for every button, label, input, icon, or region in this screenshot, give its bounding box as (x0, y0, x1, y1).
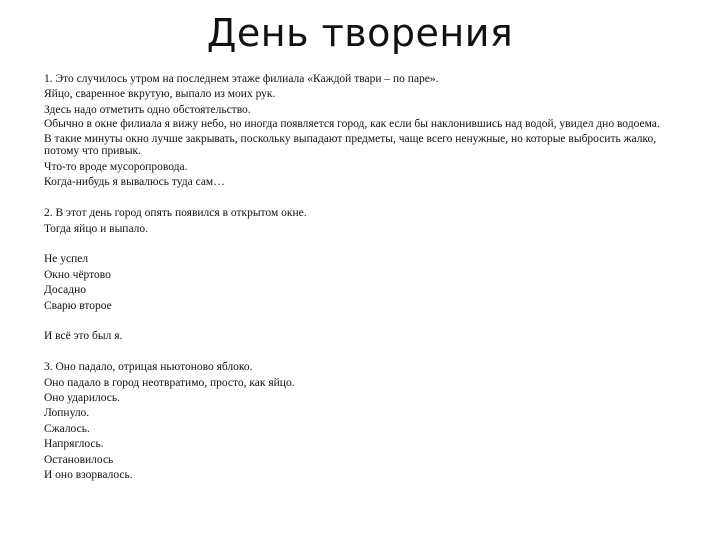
slide-title: День творения (206, 11, 514, 55)
text-line: 1. Это случилось утром на последнем этаже филиала «Каждой твари – по паре». (44, 73, 439, 85)
paragraph-gap (44, 237, 694, 252)
text-line: Обычно в окне филиала я вижу небо, но иногда появляется город, как если бы наклонившись над водой, увидел дно водоема. (44, 118, 660, 131)
text-line: 3. Оно падало, отрицая ньютоново яблоко. (44, 361, 253, 374)
text-line: Сварю второе (44, 299, 112, 312)
text-line: Досадно (44, 284, 86, 297)
paragraph-gap (44, 191, 694, 206)
text-line: В такие минуты окно лучше закрывать, поскольку выпадают предметы, чаще всего ненужные, но которые выбросить жалко, потому что привык. (44, 132, 657, 158)
paragraph-gap (44, 345, 694, 360)
text-line: Что-то вроде мусоропровода. (44, 161, 188, 173)
text-line: Остановилось (44, 453, 114, 466)
text-line: Лопнуло. (44, 407, 90, 420)
text-line: Тогда яйцо и выпало. (44, 222, 149, 235)
text-line: Оно ударилось. (44, 392, 120, 405)
text-line: И оно взорвалось. (44, 469, 133, 482)
text-line: Когда-нибудь я вывалюсь туда сам… (44, 176, 225, 189)
slide-body (44, 72, 694, 483)
text-line: 2. В этот день город опять появился в открытом окне. (44, 207, 307, 220)
text-line: Здесь надо отметить одно обстоятельство. (44, 103, 251, 116)
text-line: Окно чёртово (44, 268, 111, 281)
text-line: И всё это был я. (44, 330, 123, 343)
paragraph-gap (44, 314, 694, 329)
text-line: Яйцо, сваренное вкрутую, выпало из моих рук. (44, 88, 276, 101)
text-line: Не успел (44, 253, 89, 266)
text-line: Напряглось. (44, 438, 104, 451)
text-line: Сжалось. (44, 422, 90, 435)
text-line: Оно падало в город неотвратимо, просто, как яйцо. (44, 376, 295, 389)
